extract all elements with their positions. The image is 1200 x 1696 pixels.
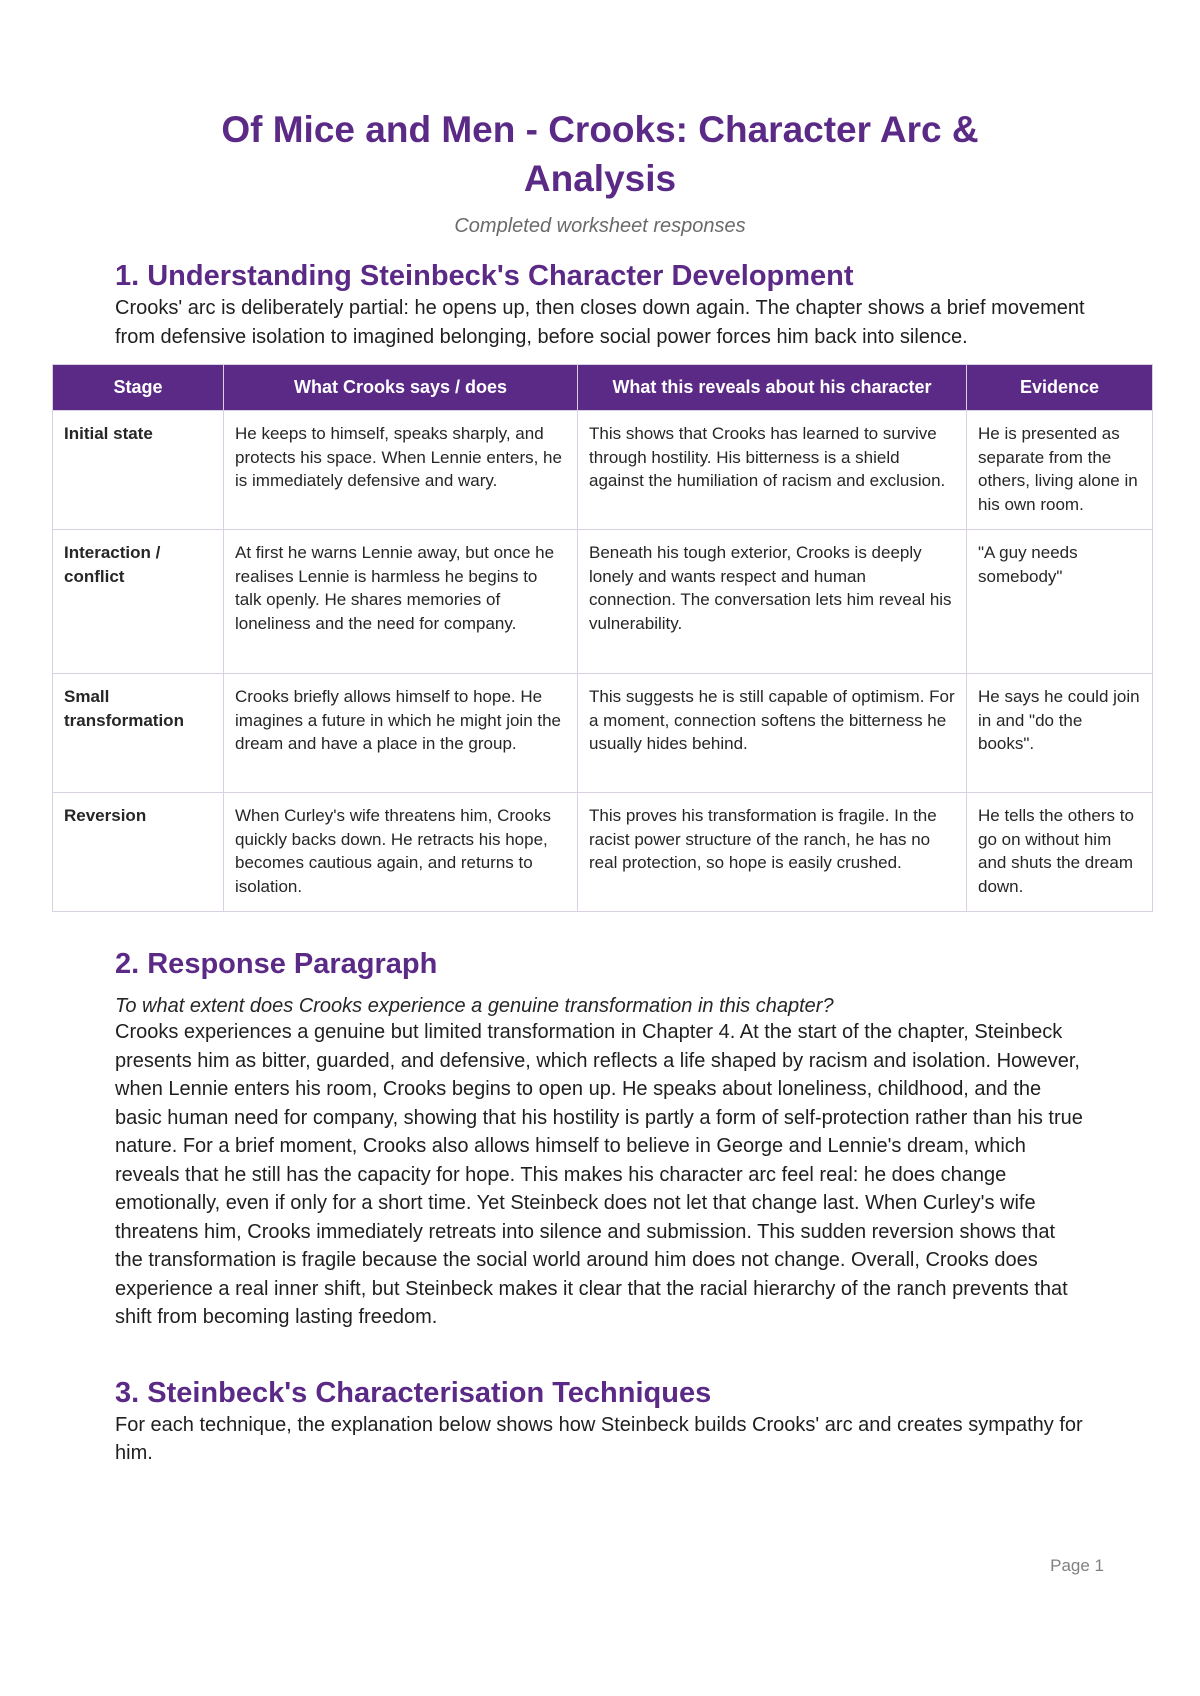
cell-stage: Interaction / conflict — [53, 530, 224, 674]
column-header-stage: Stage — [53, 365, 224, 411]
cell-reveals: This proves his transformation is fragile. In the racist power structure of the ranch, he has no real protection, so hope is easily crushed. — [578, 793, 967, 912]
cell-evidence: He is presented as separate from the others, living alone in his own room. — [967, 411, 1153, 530]
cell-evidence: He says he could join in and "do the books". — [967, 674, 1153, 793]
cell-stage: Initial state — [53, 411, 224, 530]
section-2-heading: 2. Response Paragraph — [115, 948, 438, 980]
cell-stage: Reversion — [53, 793, 224, 912]
cell-reveals: This suggests he is still capable of optimism. For a moment, connection softens the bitterness he usually hides behind. — [578, 674, 967, 793]
cell-says-does: When Curley's wife threatens him, Crooks quickly backs down. He retracts his hope, becomes cautious again, and returns to isolation. — [224, 793, 578, 912]
cell-evidence: He tells the others to go on without him and shuts the dream down. — [967, 793, 1153, 912]
table-row — [53, 674, 1153, 793]
column-header-reveals: What this reveals about his character — [578, 365, 967, 411]
column-header-says-does: What Crooks says / does — [224, 365, 578, 411]
cell-says-does: Crooks briefly allows himself to hope. He imagines a future in which he might join the dream and have a place in the group. — [224, 674, 578, 793]
section-1-intro: Crooks' arc is deliberately partial: he opens up, then closes down again. The chapter shows a brief movement from defensive isolation to imagined belonging, before social power forces him back into silence. — [115, 297, 1085, 348]
table-row — [53, 793, 1153, 912]
table-header-row — [53, 365, 1153, 411]
section-1-heading: 1. Understanding Steinbeck's Character Development — [115, 260, 854, 292]
cell-reveals: This shows that Crooks has learned to survive through hostility. His bitterness is a shield against the humiliation of racism and exclusion. — [578, 411, 967, 530]
cell-says-does: At first he warns Lennie away, but once he realises Lennie is harmless he begins to talk openly. He shares memories of loneliness and the need for company. — [224, 530, 578, 674]
table-row — [53, 530, 1153, 674]
character-arc-table — [52, 364, 1153, 912]
response-paragraph: Crooks experiences a genuine but limited transformation in Chapter 4. At the start of the chapter, Steinbeck presents him as bitter, guarded, and defensive, which reflects a life shaped by racism and isolation. However, when Lennie enters his room, Crooks begins to open up. He speaks about loneliness, childhood, and the basic human need for company, showing that his hostility is partly a form of self-protection rather than his true nature. For a brief moment, Crooks also allows himself to believe in George and Lennie's dream, which reveals that he still has the capacity for hope. This makes his character arc feel real: he does change emotionally, even if only for a short time. Yet Steinbeck does not let that change last. When Curley's wife threatens him, Crooks immediately retreats into silence and submission. This sudden reversion shows that the transformation is fragile because the social world around him does not change. Overall, Crooks does experience a real inner shift, but Steinbeck makes it clear that the racial hierarchy of the ranch prevents that shift from becoming lasting freedom. — [115, 1021, 1083, 1328]
page-number: Page 1 — [1050, 1556, 1104, 1575]
section-3-heading: 3. Steinbeck's Characterisation Techniques — [115, 1376, 712, 1409]
column-header-evidence: Evidence — [967, 365, 1153, 411]
cell-evidence: "A guy needs somebody" — [967, 530, 1153, 674]
section-3-intro: For each technique, the explanation below shows how Steinbeck builds Crooks' arc and creates sympathy for him. — [115, 1413, 1083, 1464]
document-subtitle: Completed worksheet responses — [454, 215, 746, 237]
cell-stage: Small transformation — [53, 674, 224, 793]
table-row — [53, 411, 1153, 530]
cell-reveals: Beneath his tough exterior, Crooks is deeply lonely and wants respect and human connection. The conversation lets him reveal his vulnerability. — [578, 530, 967, 674]
response-question: To what extent does Crooks experience a genuine transformation in this chapter? — [115, 995, 834, 1017]
cell-says-does: He keeps to himself, speaks sharply, and protects his space. When Lennie enters, he is immediately defensive and wary. — [224, 411, 578, 530]
document-title: Of Mice and Men - Crooks: Character Arc & Analysis — [221, 109, 979, 199]
